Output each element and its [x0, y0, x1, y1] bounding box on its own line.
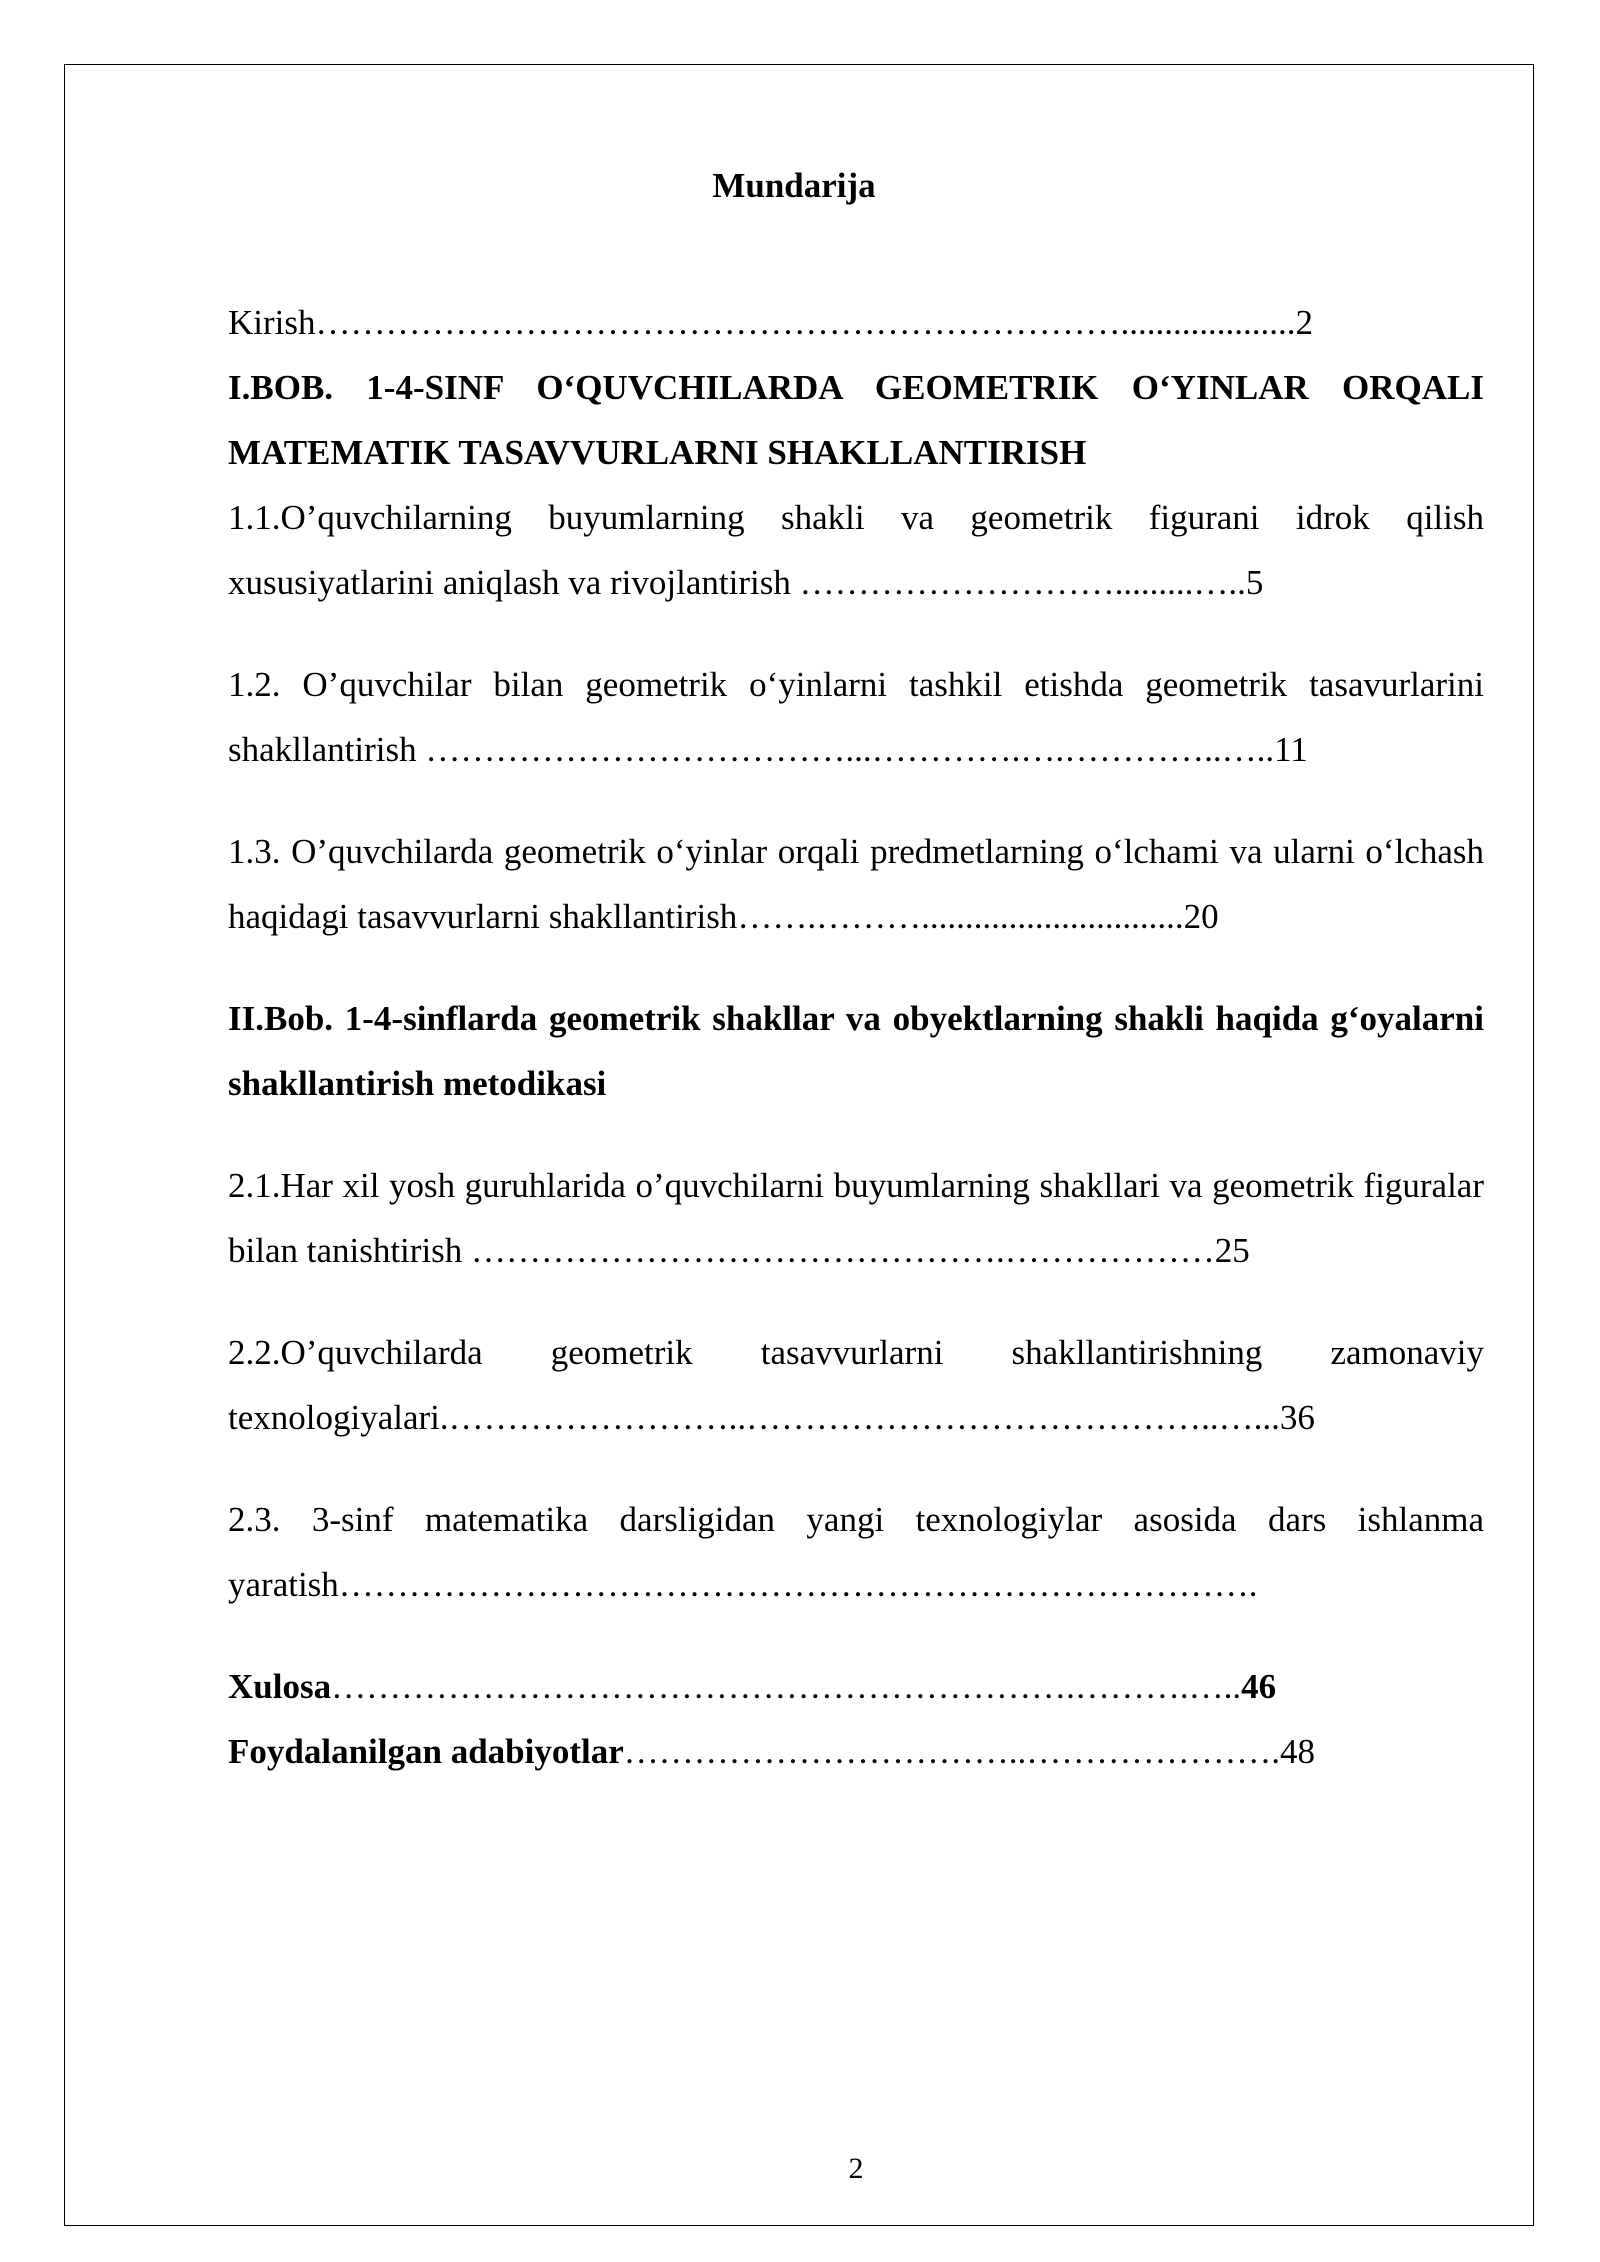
toc-entry-2-2: 2.2.O’quvchilarda geometrik tasavvurlarni shakllantirishning zamonaviy texnologiyalari.……………………..…………………………………..…...36 — [228, 1333, 1484, 1437]
page-title: Mundarija — [712, 166, 876, 205]
page-number: 2 — [848, 2152, 864, 2185]
toc-chapter-2-heading: II.Bob. 1-4-sinflarda geometrik shakllar va obyektlarning shakli haqida g‘oyalarni shakllantirish metodikasi — [228, 999, 1484, 1103]
table-of-contents — [228, 290, 1484, 1784]
toc-entry-introduction: Kirish……………………………………………………………....................2 — [228, 303, 1313, 342]
toc-entry-conclusion: Xulosa……………………………………………………….……….…..46 — [228, 1667, 1277, 1706]
toc-chapter-1-heading: I.BOB. 1-4-SINF O‘QUVCHILARDA GEOMETRIK O‘YINLAR ORQALI MATEMATIK TASAVVURLARNI SHAKLLANTIRISH — [228, 368, 1484, 472]
toc-entry-1-3: 1.3. O’quvchilarda geometrik o‘yinlar orqali predmetlarning o‘lchami va ularni o‘lchash haqidagi tasavvurlarni shakllantirish…….………..............................20 — [228, 832, 1484, 936]
toc-entry-2-3: 2.3. 3-sinf matematika darsligidan yangi texnologiylar asosida dars ishlanma yaratish……………………………………………………………………. — [228, 1500, 1484, 1604]
toc-entry-1-1: 1.1.O’quvchilarning buyumlarning shakli va geometrik figurani idrok qilish xususiyatlarini aniqlash va rivojlantirish ……………………….........…..5 — [228, 498, 1484, 602]
toc-entry-references: Foydalanilgan adabiyotlar……………………………..………………….48 — [228, 1732, 1316, 1771]
toc-entry-2-1: 2.1.Har xil yosh guruhlarida o’quvchilarni buyumlarning shakllari va geometrik figuralar bilan tanishtirish ……………………………………….………………25 — [228, 1166, 1484, 1270]
toc-entry-1-2: 1.2. O’quvchilar bilan geometrik o‘yinlarni tashkil etishda geometrik tasavurlarini shakllantirish ………………………………...………….….…………..…..11 — [228, 665, 1484, 769]
